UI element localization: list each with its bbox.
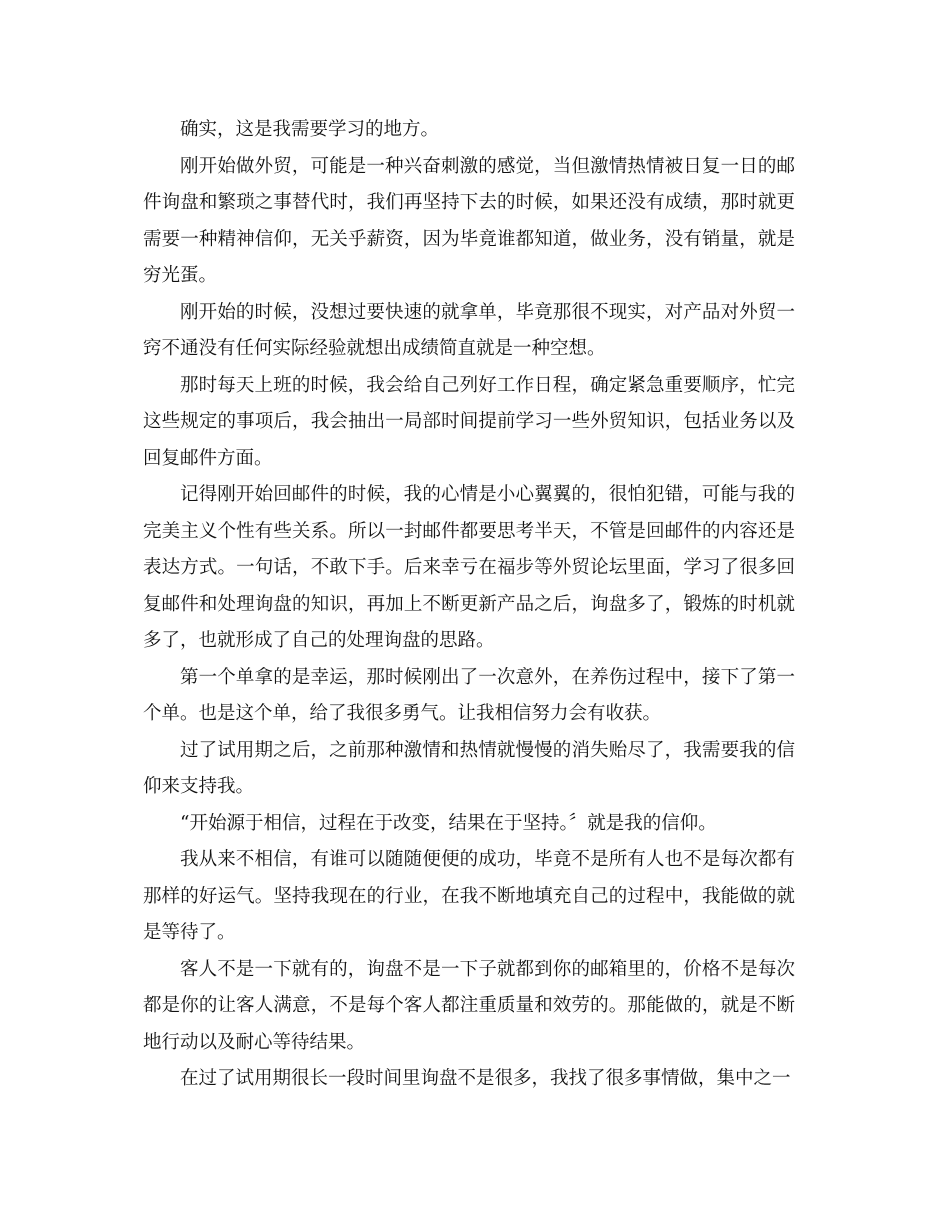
paragraph-10: 客人不是一下就有的，询盘不是一下子就都到你的邮箱里的，价格不是每次都是你的让客人满意，不是每个客人都注重质量和效劳的。那能做的，就是不断地行动以及耐心等待结果。 [143, 958, 795, 1053]
paragraph-11: 在过了试用期很长一段时间里询盘不是很多，我找了很多事情做，集中之一 [180, 1068, 791, 1089]
paragraph-5: 记得刚开始回邮件的时候，我的心情是小心翼翼的，很怕犯错，可能与我的完美主义个性有些关系。所以一封邮件都要思考半天，不管是回邮件的内容还是表达方式。一句话，不敢下手。后来幸亏在福步等外贸论坛里面，学习了很多回复邮件和处理询盘的知识，再加上不断更新产品之后，询盘多了，锻炼的时机就多了，也就形成了自己的处理询盘的思路。 [143, 484, 795, 651]
paragraph-9: 我从来不相信，有谁可以随随便便的成功，毕竟不是所有人也不是每次都有那样的好运气。坚持我现在的行业，在我不断地填充自己的过程中，我能做的就是等待了。 [143, 849, 795, 943]
document-body [143, 112, 795, 1098]
paragraph-8: “开始源于相信，过程在于改变，结果在于坚持。〞就是我的信仰。 [180, 812, 717, 834]
paragraph-3: 刚开始的时候，没想过要快速的就拿单，毕竟那很不现实，对产品对外贸一窍不通没有任何实际经验就想出成绩简直就是一种空想。 [143, 301, 795, 359]
paragraph-4: 那时每天上班的时候，我会给自己列好工作日程，确定紧急重要顺序，忙完这些规定的事项后，我会抽出一局部时间提前学习一些外贸知识，包括业务以及回复邮件方面。 [143, 374, 795, 469]
paragraph-2: 刚开始做外贸，可能是一种兴奋刺激的感觉，当但激情热情被日复一日的邮件询盘和繁琐之事替代时，我们再坚持下去的时候，如果还没有成绩，那时就更需要一种精神信仰，无关乎薪资，因为毕竟谁都知道，做业务，没有销量，就是穷光蛋。 [143, 155, 795, 286]
paragraph-7: 过了试用期之后，之前那种激情和热情就慢慢的消失贻尽了，我需要我的信仰来支持我。 [143, 739, 795, 797]
paragraph-1: 确实，这是我需要学习的地方。 [180, 119, 440, 140]
paragraph-6: 第一个单拿的是幸运，那时候刚出了一次意外，在养伤过程中，接下了第一个单。也是这个单，给了我很多勇气。让我相信努力会有收获。 [143, 666, 795, 724]
